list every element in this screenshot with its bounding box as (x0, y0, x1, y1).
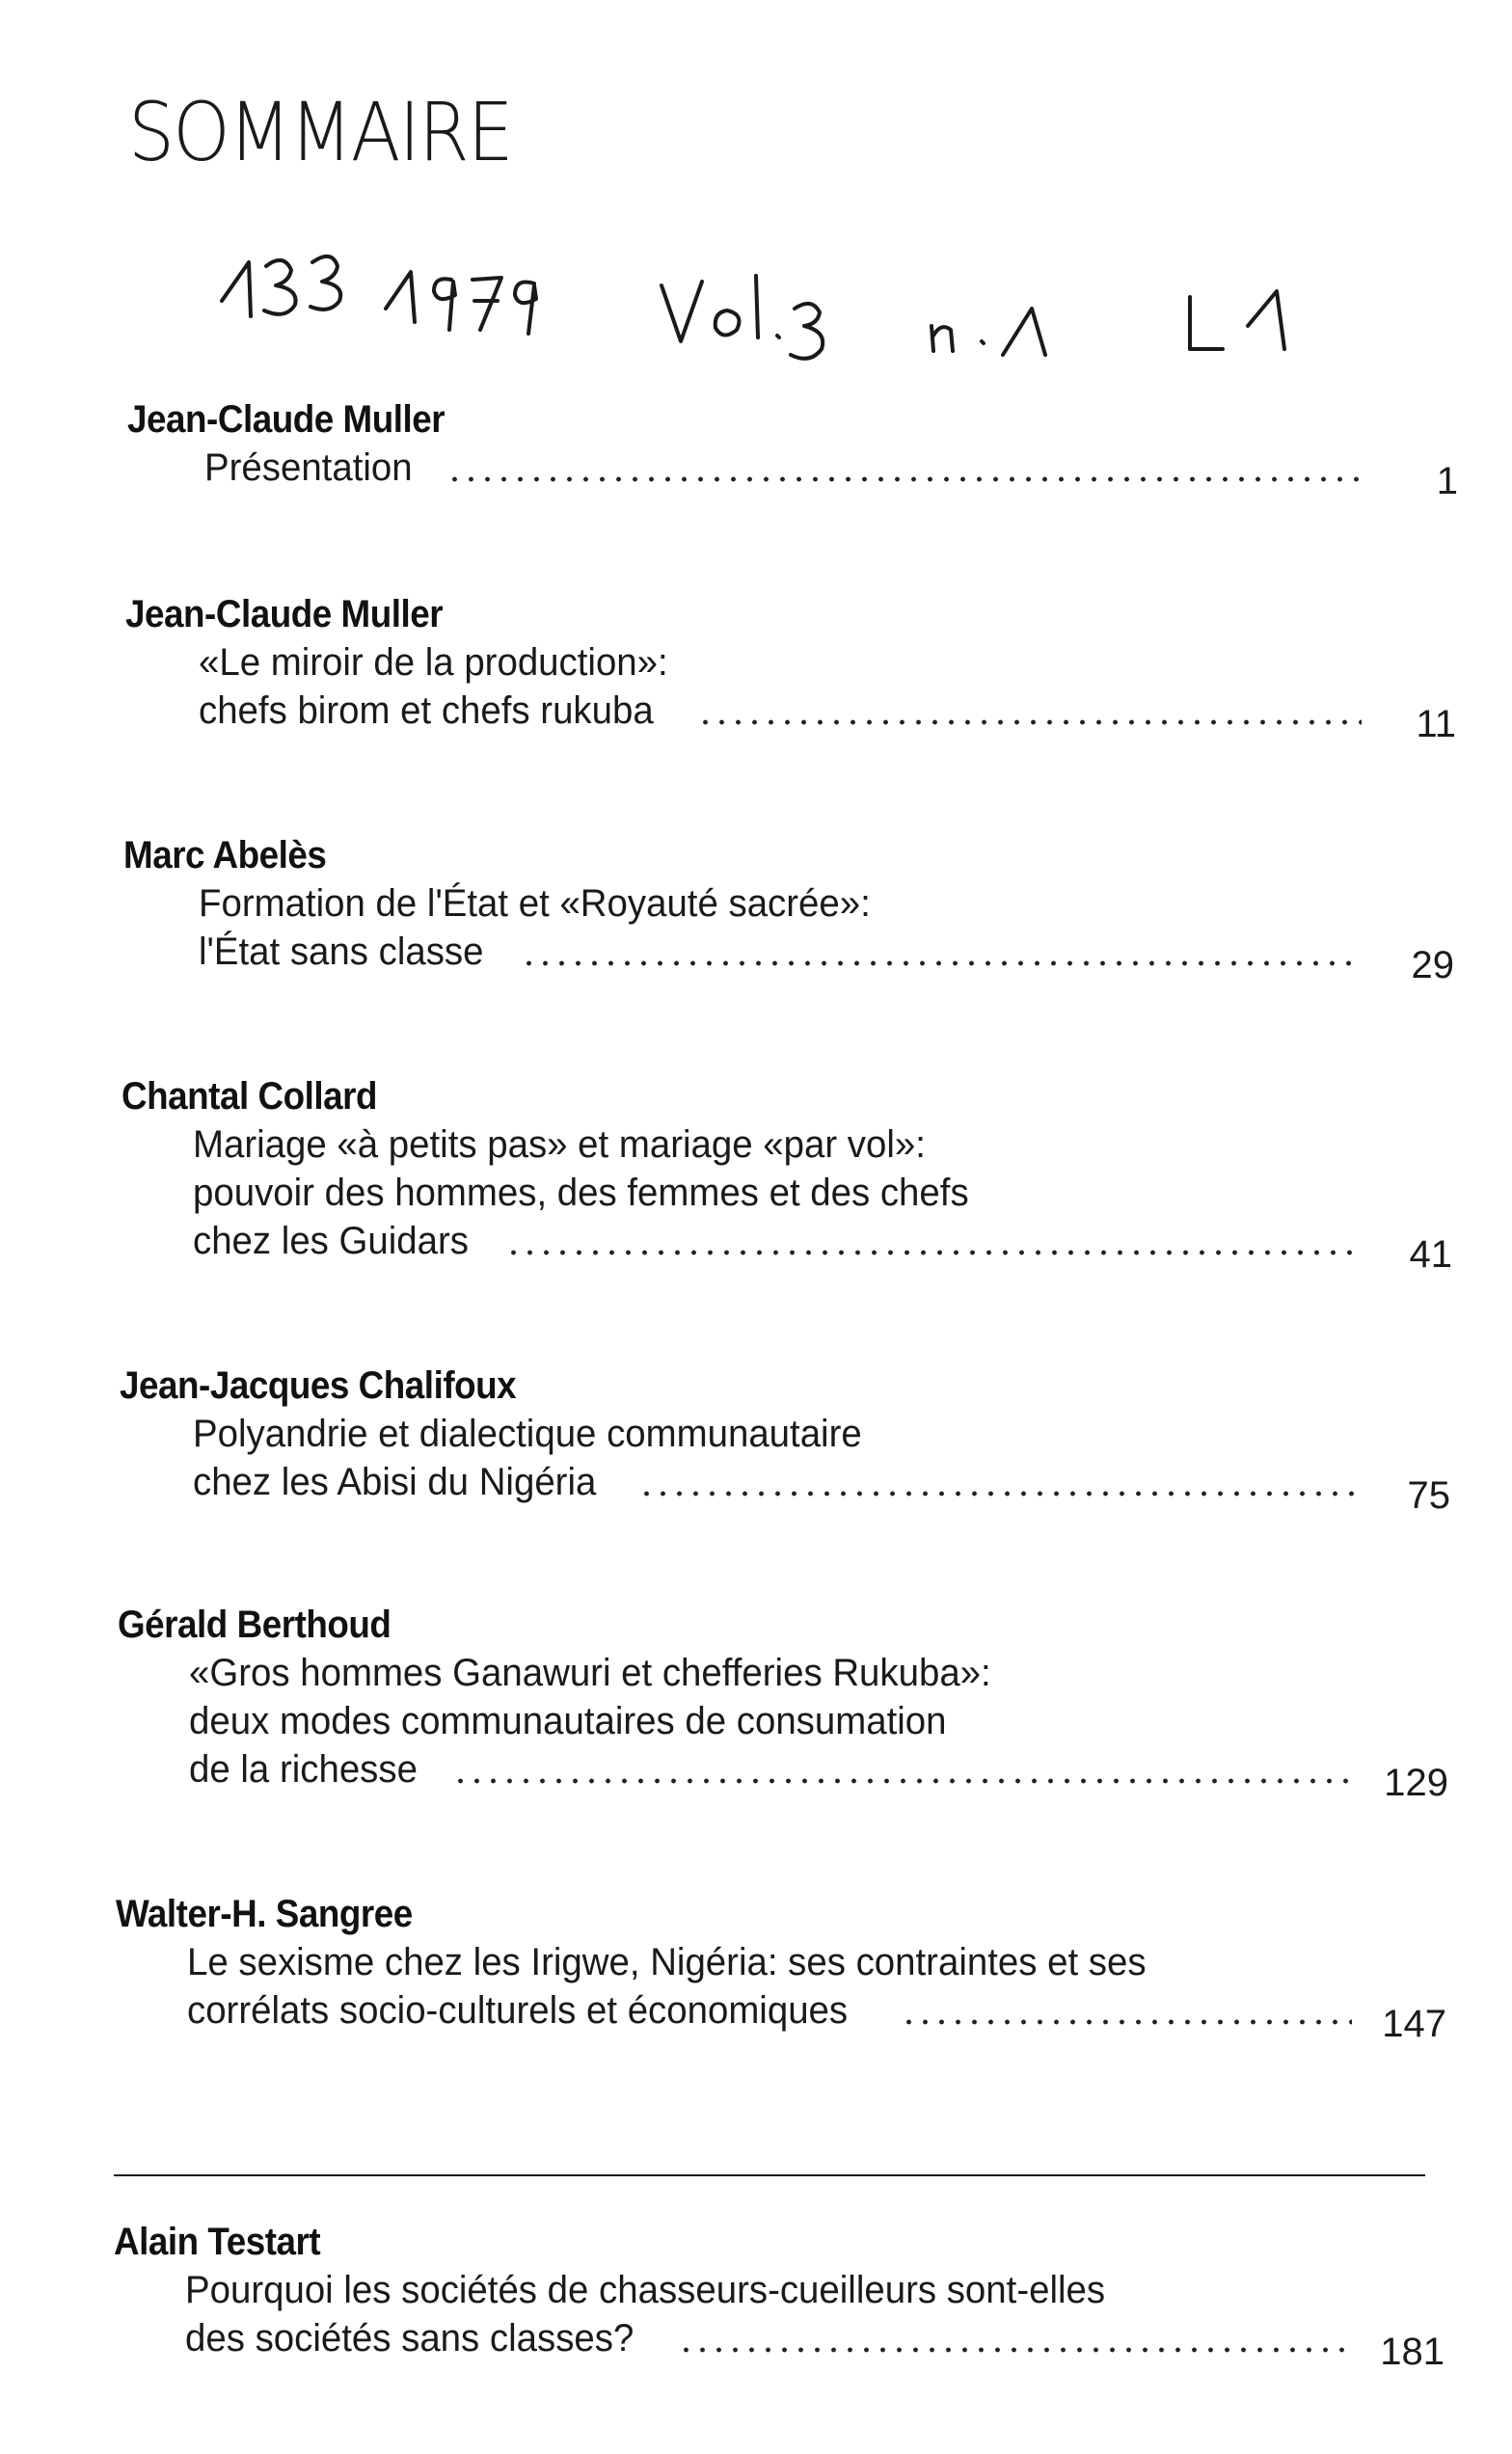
entry-author: Alain Testart (114, 2221, 321, 2263)
entry-page-number: 41 (1409, 1233, 1452, 1276)
entry-line (118, 1649, 1448, 1697)
entry-line (122, 1169, 1452, 1217)
dot-leader (452, 1776, 1354, 1786)
entry-line (120, 1458, 1450, 1517)
dot-leader (678, 2345, 1350, 2355)
entry-author: Jean-Claude Muller (125, 593, 444, 635)
entry-page-number: 29 (1411, 944, 1454, 986)
entry-page-number: 147 (1382, 2003, 1446, 2045)
entry-title: pouvoir des hommes, des femmes et des chefs (193, 1172, 969, 1214)
entry-line (118, 1745, 1448, 1804)
entry-author: Gérald Berthoud (118, 1604, 392, 1646)
entry-page-number: 129 (1384, 1762, 1448, 1804)
entry-line (125, 638, 1456, 687)
toc-entry (125, 590, 1456, 745)
toc-entry (114, 2218, 1444, 2373)
entry-title: Le sexisme chez les Irigwe, Nigéria: ses contraintes et ses (187, 1941, 1147, 1983)
dot-leader (521, 958, 1360, 968)
entry-title: «Gros hommes Ganawuri et chefferies Rukuba»: (189, 1652, 991, 1694)
entry-line (123, 879, 1454, 928)
entry-line (118, 1697, 1448, 1745)
entry-line (122, 1120, 1452, 1169)
entry-line (122, 1217, 1452, 1276)
entry-line (123, 928, 1454, 986)
entry-page-number: 75 (1407, 1474, 1450, 1517)
entry-author: Chantal Collard (122, 1075, 378, 1118)
entry-title: chefs birom et chefs rukuba (199, 689, 654, 732)
entry-title: Présentation (204, 446, 413, 489)
toc-entry (118, 1601, 1448, 1804)
toc-entry (120, 1362, 1450, 1517)
entry-title: l'État sans classe (199, 930, 484, 973)
entry-page-number: 181 (1380, 2331, 1444, 2373)
entry-title: Formation de l'État et «Royauté sacrée»: (199, 882, 871, 925)
entry-line (125, 687, 1456, 745)
entry-line (114, 2314, 1444, 2373)
entry-title: «Le miroir de la production»: (199, 641, 668, 684)
entry-line (116, 1938, 1446, 1986)
handwritten-annotation (220, 241, 1338, 376)
entry-line (116, 1986, 1446, 2045)
entry-page-number: 11 (1416, 703, 1456, 745)
entry-title: chez les Guidars (193, 1220, 470, 1262)
entry-line (127, 444, 1458, 502)
handwritten-annotation-drawing (220, 241, 1338, 376)
dot-leader (697, 717, 1362, 727)
dot-leader (901, 2017, 1352, 2027)
entry-line (120, 1410, 1450, 1458)
entry-title: des sociétés sans classes? (185, 2317, 634, 2360)
entry-title: chez les Abisi du Nigéria (193, 1461, 597, 1503)
toc-entry (122, 1072, 1452, 1276)
entry-author: Walter-H. Sangree (116, 1893, 413, 1935)
page-title: SOMMAIRE (128, 85, 512, 179)
entry-line (114, 2266, 1444, 2314)
dot-leader (638, 1489, 1356, 1498)
entry-author: Jean-Claude Muller (127, 398, 446, 441)
entry-author: Marc Abelès (123, 834, 327, 876)
entry-title: de la richesse (189, 1748, 418, 1791)
section-divider (114, 2174, 1425, 2176)
entry-title: corrélats socio-culturels et économiques (187, 1989, 849, 2032)
entry-title: Pourquoi les sociétés de chasseurs-cueilleurs sont-elles (185, 2269, 1106, 2311)
entry-title: Mariage «à petits pas» et mariage «par vol»: (193, 1123, 926, 1166)
dot-leader (505, 1248, 1358, 1257)
dot-leader (446, 474, 1364, 484)
toc-entry (116, 1890, 1446, 2045)
toc-entry (123, 831, 1454, 986)
entry-author: Jean-Jacques Chalifoux (120, 1364, 517, 1407)
entry-title: deux modes communautaires de consumation (189, 1700, 947, 1742)
entry-title: Polyandrie et dialectique communautaire (193, 1413, 862, 1455)
toc-entry (127, 395, 1458, 502)
entry-page-number: 1 (1436, 460, 1458, 502)
